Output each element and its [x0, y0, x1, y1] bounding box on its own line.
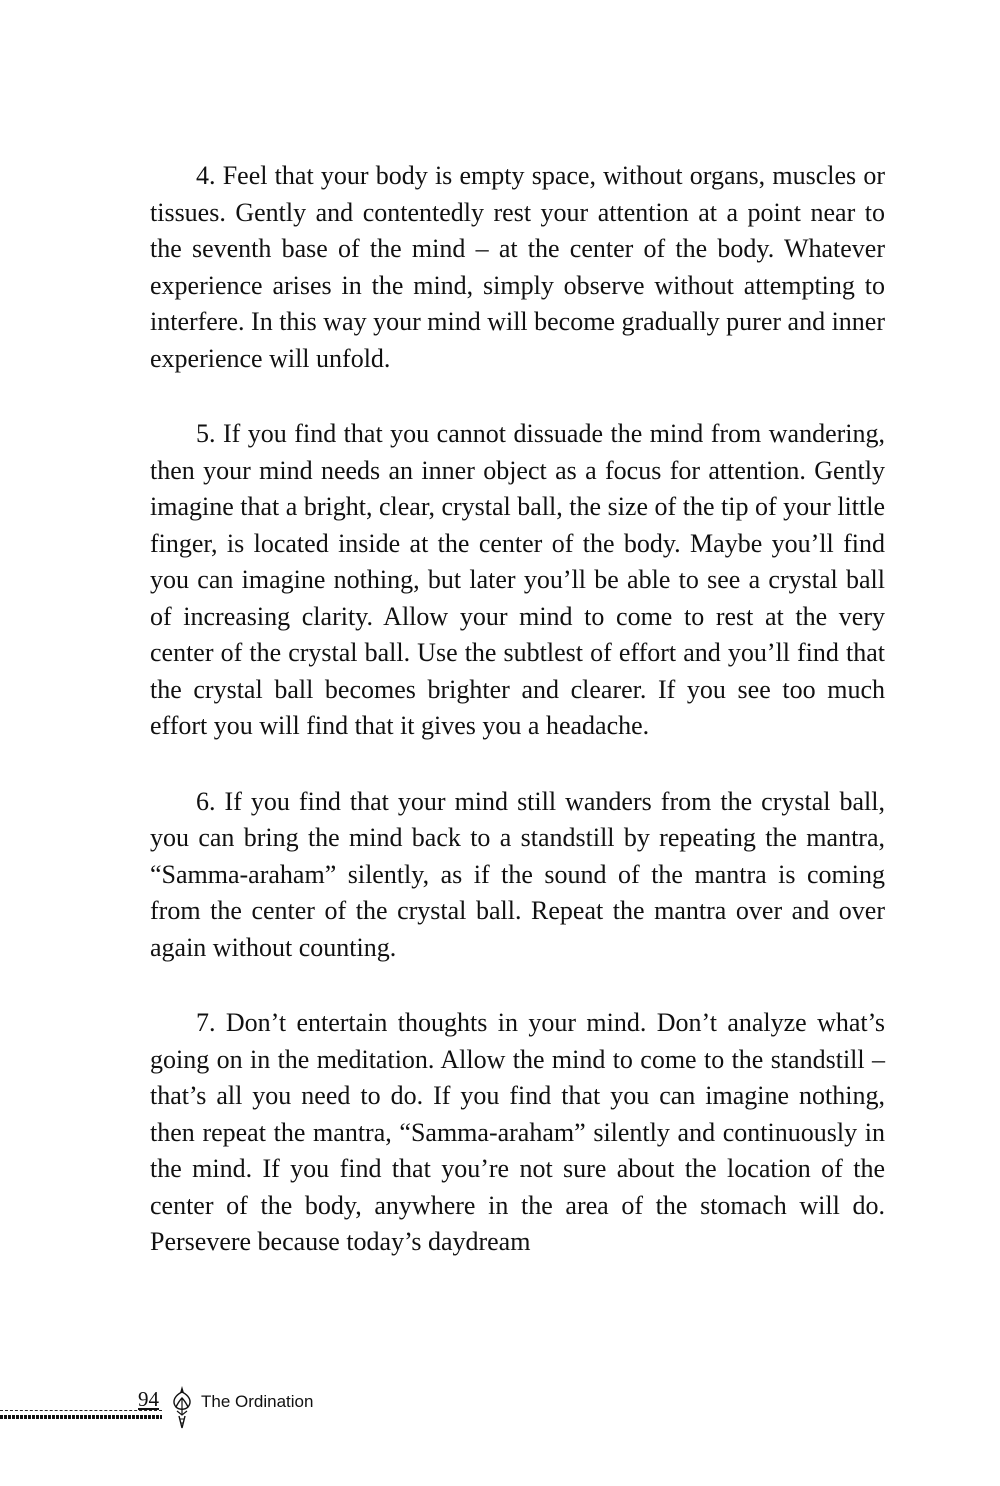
page-footer — [0, 1380, 420, 1440]
page-number: 94 — [138, 1387, 159, 1411]
running-title: The Ordination — [201, 1392, 314, 1411]
lotus-ornament-icon — [170, 1384, 194, 1432]
paragraph-step-4: 4. Feel that your body is empty space, without organs, muscles or tissues. Gently and contentedly rest your attention at a point near to the seventh base of the mind – at the center of the body. Whatever experience arises in the mind, simply observe without attempting to interfere. In this way your mind will become gradually purer and inner experience will unfold. — [150, 161, 885, 373]
paragraph-step-5: 5. If you find that you cannot dissuade the mind from wandering, then your mind needs an inner object as a focus for attention. Gently imagine that a bright, clear, crystal ball, the size of the tip of your little finger, is located inside at the center of the body. Maybe you’ll find you can imagine nothing, but later you’ll be able to see a crystal ball of increasing clarity. Allow your mind to come to rest at the very center of the crystal ball. Use the subtlest of effort and you’ll find that the crystal ball becomes brighter and clearer. If you see too much effort you will find that it gives you a headache. — [150, 419, 885, 740]
footer-hatched-bar — [0, 1415, 162, 1419]
paragraph-step-7: 7. Don’t entertain thoughts in your mind. Don’t analyze what’s going on in the meditation. Allow the mind to come to the standstill – that’s all you need to do. If you find that you can imagine nothing, then repeat the mantra, “Samma-araham” silently and continuously in the mind. If you find that you’re not sure about the location of the center of the body, anywhere in the area of the stomach will do. Persevere because today’s daydream — [150, 1008, 885, 1256]
page-body — [150, 158, 885, 1261]
paragraph-step-6: 6. If you find that your mind still wanders from the crystal ball, you can bring the mind back to a standstill by repeating the mantra, “Samma-araham” silently, as if the sound of the mantra is coming from the center of the crystal ball. Repeat the mantra over and over again without counting. — [150, 786, 885, 962]
